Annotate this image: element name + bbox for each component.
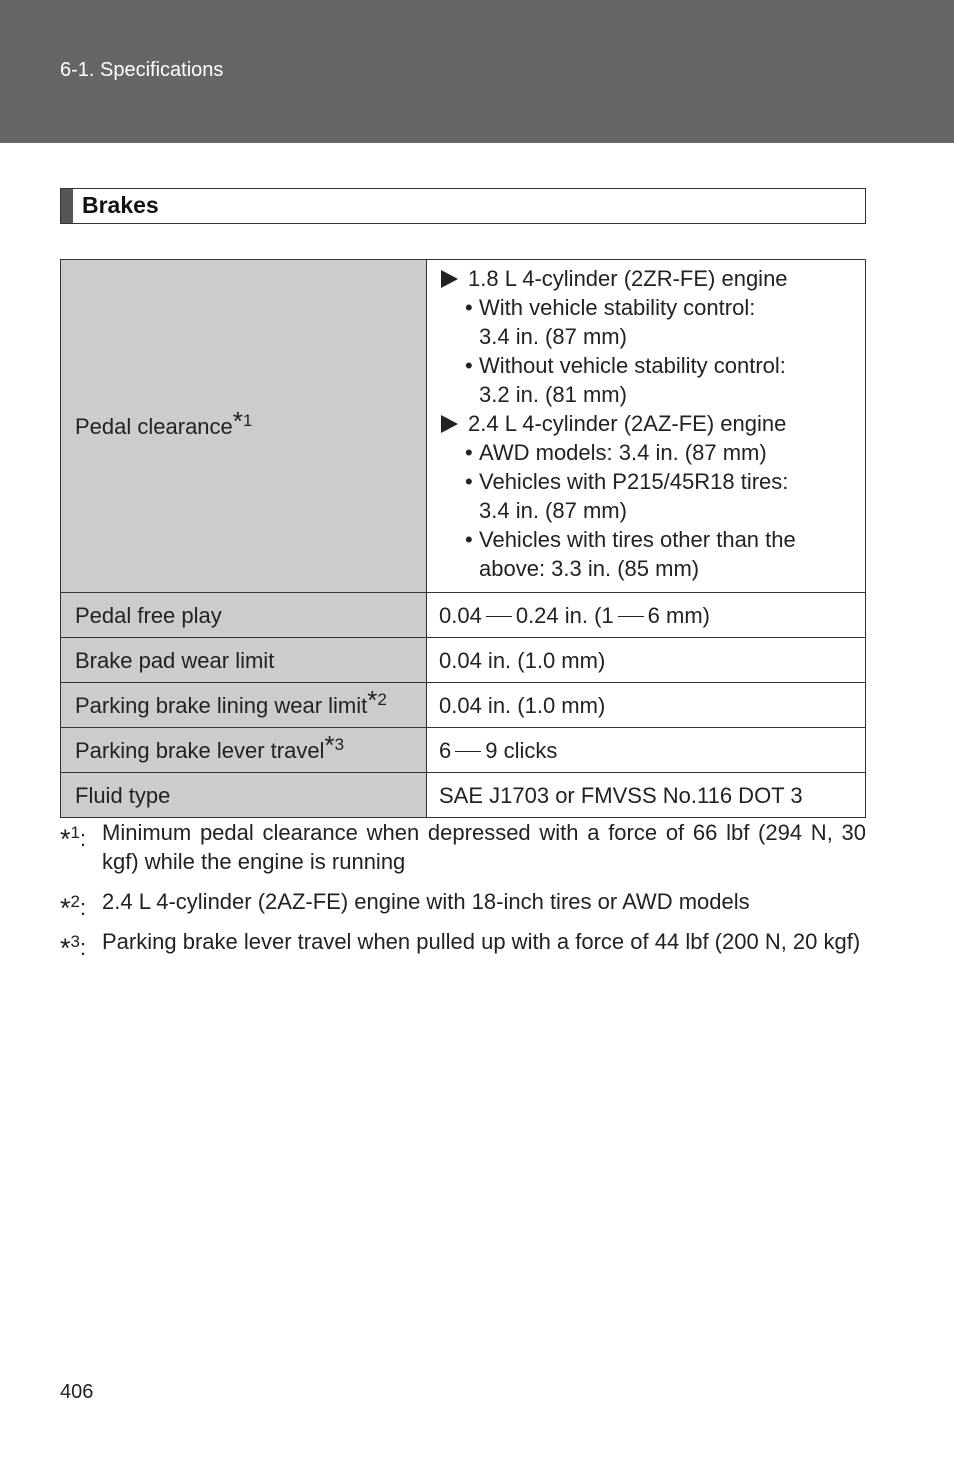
row-label: Fluid type	[61, 773, 427, 818]
row-label: Pedal free play	[61, 593, 427, 638]
list-item: • Vehicles with P215/45R18 tires:	[465, 469, 789, 494]
list-item: • With vehicle stability control:	[465, 295, 756, 320]
footnote-item	[60, 927, 866, 963]
page-number: 406	[60, 1381, 94, 1403]
table-row	[61, 260, 866, 593]
table-row	[61, 728, 866, 773]
footnote-text: Parking brake lever travel when pulled up with a force of 44 lbf (200 N, 20 kgf)	[102, 929, 861, 954]
list-item-cont: 3.2 in. (81 mm)	[479, 382, 627, 407]
table-row	[61, 773, 866, 818]
footnote-ref: *1	[232, 405, 253, 436]
footnote-mark: *$^2$:	[60, 892, 87, 923]
header-band	[0, 0, 954, 143]
footnote-item	[60, 818, 866, 876]
section-marker	[61, 189, 73, 223]
list-item: • Without vehicle stability control:	[465, 353, 786, 378]
footnote-text: Minimum pedal clearance when depressed with a force of 66 lbf (294 N, 30 kgf) while the engine is running	[102, 820, 866, 874]
footnote-text: 2.4 L 4-cylinder (2AZ-FE) engine with 18-inch tires or AWD models	[102, 889, 750, 914]
row-label: Parking brake lever travel$^{*3}$	[61, 728, 427, 773]
row-value: 0.04 in. (1.0 mm)	[427, 638, 866, 683]
row-value: SAE J1703 or FMVSS No.116 DOT 3	[427, 773, 866, 818]
list-item-cont: above: 3.3 in. (85 mm)	[479, 556, 700, 581]
triangle-bullet-icon	[441, 270, 458, 288]
row-label: Parking brake lining wear limit$^{*2}$	[61, 683, 427, 728]
list-item-cont: 3.4 in. (87 mm)	[479, 498, 627, 523]
table-row	[61, 638, 866, 683]
row-value: 0.04 in. (1.0 mm)	[427, 683, 866, 728]
triangle-bullet-icon	[441, 415, 458, 433]
footnotes	[60, 818, 866, 967]
footnote-ref: *2	[367, 684, 387, 715]
footnote-item	[60, 887, 866, 923]
range-dash	[618, 616, 644, 617]
list-item: • AWD models: 3.4 in. (87 mm)	[465, 440, 767, 465]
section-heading	[60, 188, 866, 224]
breadcrumb: 6-1. Specifications	[60, 59, 224, 81]
row-label: Pedal clearance$^{*1}$	[61, 260, 427, 593]
row-label: Brake pad wear limit	[61, 638, 427, 683]
engine-heading: 2.4 L 4-cylinder (2AZ-FE) engine	[439, 409, 853, 438]
footnote-mark: *$^1$:	[60, 823, 87, 854]
range-dash	[486, 616, 512, 617]
row-value: 0.04 0.24 in. (1 6 mm)	[427, 593, 866, 638]
table-row	[61, 683, 866, 728]
footnote-mark: *$^3$:	[60, 932, 87, 963]
section-title: Brakes	[82, 192, 159, 218]
brakes-spec-table	[60, 259, 866, 818]
row-value: 6 9 clicks	[427, 728, 866, 773]
engine-heading: 1.8 L 4-cylinder (2ZR-FE) engine	[439, 264, 853, 293]
list-item: • Vehicles with tires other than the	[465, 527, 796, 552]
footnote-ref: *3	[324, 729, 345, 760]
list-item-cont: 3.4 in. (87 mm)	[479, 324, 627, 349]
table-row	[61, 593, 866, 638]
range-dash	[455, 751, 481, 752]
row-value	[427, 260, 866, 593]
